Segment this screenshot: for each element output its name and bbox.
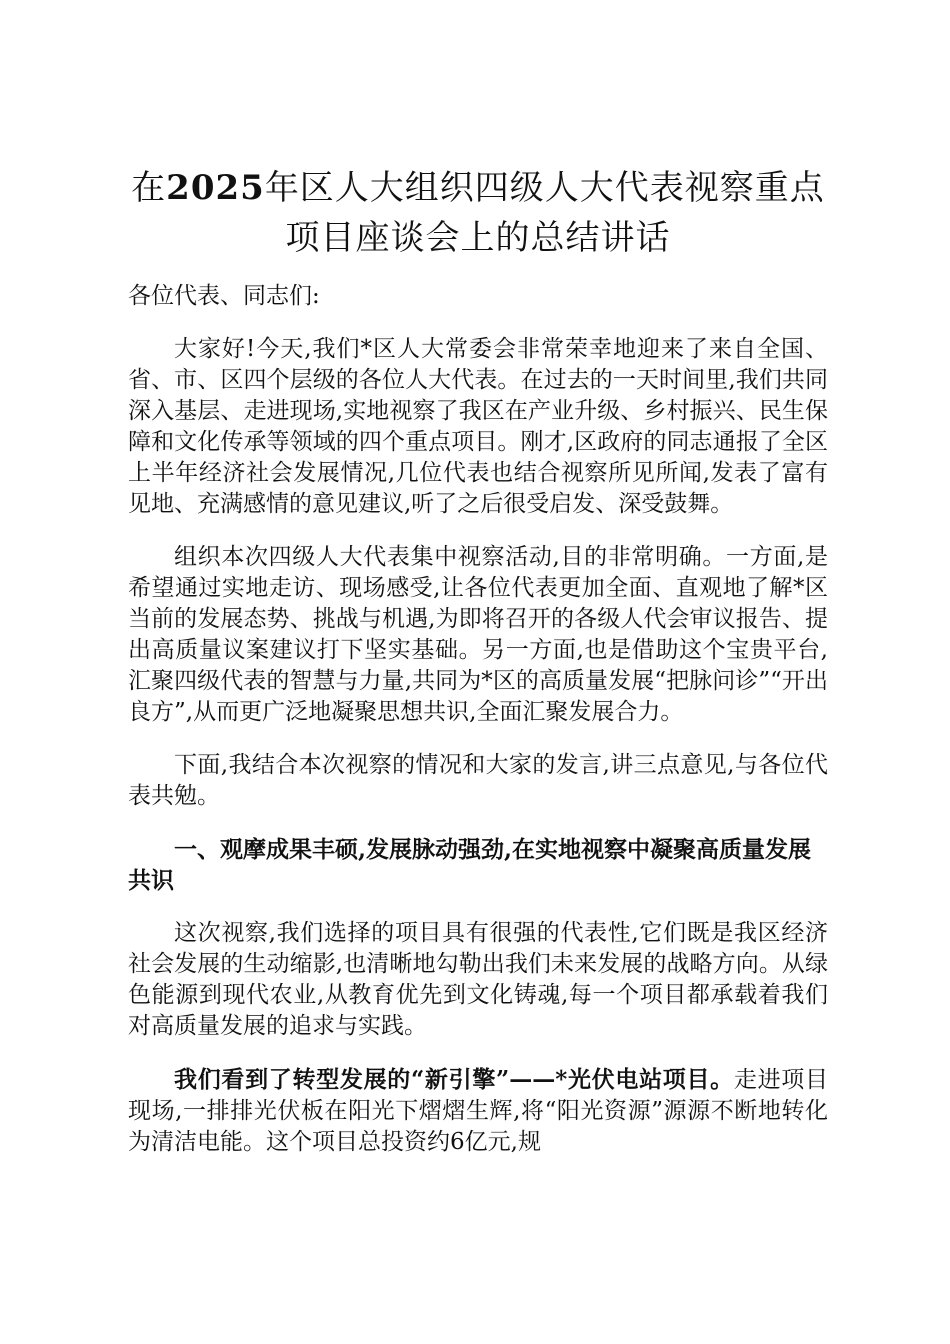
- salutation: 各位代表、同志们:: [128, 283, 320, 309]
- title-year: 2025: [166, 168, 265, 208]
- paragraph-lead-sentence: 我们看到了转型发展的“新引擎”——*光伏电站项目。: [174, 1066, 734, 1093]
- paragraph-projects-overview: 这次视察,我们选择的项目具有很强的代表性,它们既是我区经济社会发展的生动缩影,也清晰地勾勒出我们未来发展的战略方向。从绿色能源到现代农业,从教育优先到文化铸魂,每一个项目都承载着我们对高质量发展的追求与实践。: [128, 920, 828, 1039]
- title-line2: 项目座谈会上的总结讲话: [285, 218, 671, 258]
- section-heading-1: 一、观摩成果丰硕,发展脉动强劲,在实地视察中凝聚高质量发展共识: [128, 836, 812, 894]
- document-page: [128, 163, 828, 1180]
- paragraph-solar-project: [128, 1064, 828, 1158]
- title-line1: 在2025年区人大组织四级人大代表视察重点: [131, 168, 825, 208]
- paragraph-transition: 下面,我结合本次视察的情况和大家的发言,讲三点意见,与各位代表共勉。: [128, 752, 828, 809]
- paragraph-purpose: 组织本次四级人大代表集中视察活动,目的非常明确。一方面,是希望通过实地走访、现场感受,让各位代表更加全面、直观地了解*区当前的发展态势、挑战与机遇,为即将召开的各级人代会审议报告、提出高质量议案建议打下坚实基础。另一方面,也是借助这个宝贵平台,汇聚四级代表的智慧与力量,共同为*区的高质量发展“把脉问诊”“开出良方”,从而更广泛地凝聚思想共识,全面汇聚发展合力。: [128, 544, 828, 725]
- document-title: [128, 163, 828, 263]
- paragraph-body-text: 走进项目现场,一排排光伏板在阳光下熠熠生辉,将“阳光资源”源源不断地转化为清洁电能。这个项目总投资约6亿元,规: [128, 1067, 828, 1155]
- paragraph-opening: 大家好!今天,我们*区人大常委会非常荣幸地迎来了来自全国、省、市、区四个层级的各位人大代表。在过去的一天时间里,我们共同深入基层、走进现场,实地视察了我区在产业升级、乡村振兴、民生保障和文化传承等领域的四个重点项目。刚才,区政府的同志通报了全区上半年经济社会发展情况,几位代表也结合视察所见所闻,发表了富有见地、充满感情的意见建议,听了之后很受启发、深受鼓舞。: [128, 336, 828, 517]
